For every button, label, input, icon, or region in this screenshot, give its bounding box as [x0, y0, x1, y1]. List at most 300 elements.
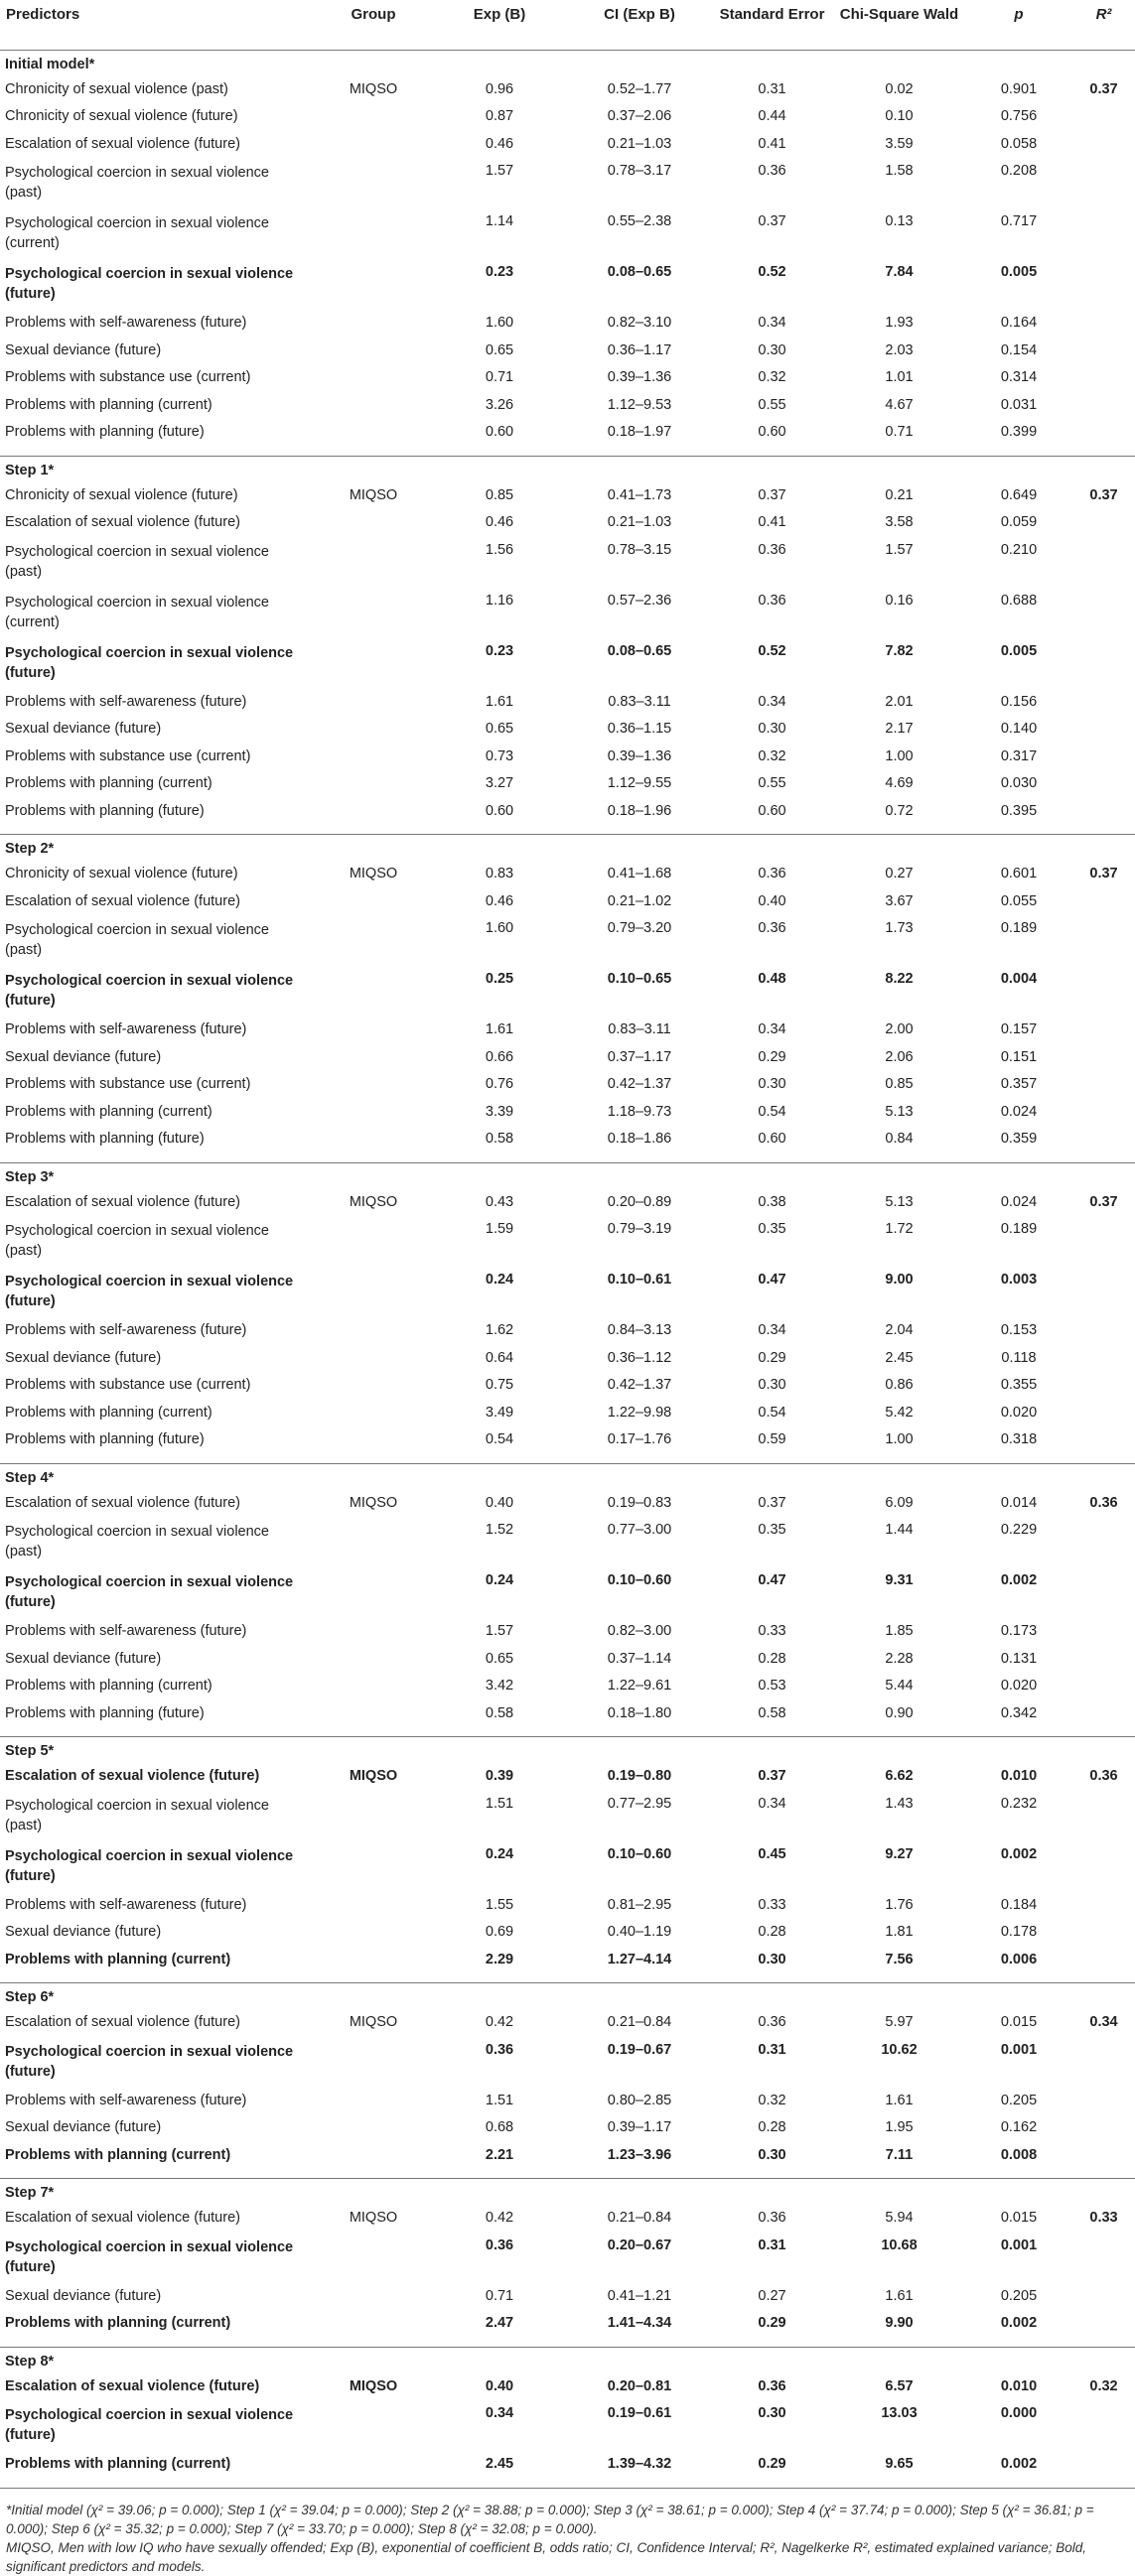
p-value-cell: 0.008	[1000, 2146, 1038, 2163]
predictor-cell: Problems with substance use (current)	[5, 1076, 251, 1092]
exp-b-cell: 0.36	[485, 2041, 514, 2058]
table-row	[0, 691, 1135, 719]
predictor-cell: Chronicity of sexual violence (past)	[5, 80, 228, 97]
predictor-cell: Psychological coercion in sexual violence (past)	[5, 1524, 269, 1559]
ci-cell: 0.20–0.81	[607, 2377, 672, 2394]
empty-cell	[1072, 2039, 1135, 2090]
chi-square-cell: 1.95	[885, 2119, 914, 2135]
ci-cell: 1.27–4.14	[607, 1951, 672, 1967]
table-row	[0, 772, 1135, 800]
empty-cell	[965, 1463, 1072, 1492]
empty-cell	[568, 50, 711, 78]
standard-error-cell: 0.27	[758, 2287, 786, 2304]
p-value-cell: 0.205	[1000, 2287, 1038, 2304]
r2-cell: 0.37	[1089, 866, 1118, 881]
empty-cell	[711, 1737, 833, 1766]
predictor-cell: Problems with self-awareness (future)	[5, 693, 247, 710]
r2-cell: 0.32	[1089, 2377, 1118, 2394]
chi-square-cell: 1.93	[885, 315, 914, 331]
exp-b-cell: 0.58	[485, 1131, 514, 1147]
exp-b-cell: 0.24	[485, 1572, 514, 1588]
standard-error-cell: 0.59	[758, 1431, 786, 1447]
p-value-cell: 0.649	[1000, 486, 1038, 503]
chi-square-cell: 10.62	[881, 2041, 918, 2058]
r2-cell: 0.36	[1089, 1494, 1118, 1511]
group-cell	[316, 2039, 431, 2090]
ci-cell: 0.79–3.20	[607, 920, 672, 936]
table-row	[0, 1269, 1135, 1319]
empty-cell	[1072, 1269, 1135, 1319]
standard-error-cell: 0.60	[758, 424, 786, 440]
empty-cell	[1072, 1702, 1135, 1730]
chi-square-cell: 2.28	[885, 1650, 914, 1667]
empty-cell	[1072, 746, 1135, 773]
group-cell	[316, 691, 431, 719]
standard-error-cell: 0.37	[758, 1768, 786, 1784]
step-header-row	[0, 2347, 1135, 2375]
empty-cell	[1072, 312, 1135, 339]
p-value-cell: 0.717	[1000, 213, 1038, 229]
p-value-cell: 0.154	[1000, 341, 1038, 358]
predictor-cell: Problems with planning (current)	[5, 396, 213, 413]
ci-cell: 0.39–1.17	[607, 2119, 672, 2135]
group-cell	[316, 2235, 431, 2285]
group-cell	[316, 2402, 431, 2453]
group-cell	[316, 1128, 431, 1155]
chi-square-cell: 1.72	[885, 1221, 914, 1237]
exp-b-cell: 0.24	[485, 1845, 514, 1862]
header-r2: R²	[1095, 6, 1112, 23]
table-row	[0, 1218, 1135, 1269]
standard-error-cell: 0.37	[758, 1494, 786, 1511]
p-value-cell: 0.688	[1000, 592, 1038, 609]
exp-b-cell: 0.23	[485, 264, 514, 280]
predictor-cell: Sexual deviance (future)	[5, 2287, 162, 2304]
group-cell	[316, 366, 431, 394]
table-row	[0, 746, 1135, 773]
group-cell	[316, 133, 431, 161]
p-value-cell: 0.058	[1000, 135, 1038, 152]
empty-cell	[965, 2179, 1072, 2208]
empty-cell	[1072, 1894, 1135, 1922]
standard-error-cell: 0.31	[758, 2041, 786, 2058]
empty-cell	[965, 1983, 1072, 2012]
empty-cell	[711, 1983, 833, 2012]
empty-cell	[431, 1463, 568, 1492]
ci-cell: 0.39–1.36	[607, 369, 672, 385]
chi-square-cell: 1.01	[885, 369, 914, 385]
step-header-row	[0, 1737, 1135, 1766]
table-row	[0, 2144, 1135, 2172]
spacer-row	[0, 2340, 1135, 2348]
predictor-cell: Problems with planning (future)	[5, 1431, 205, 1447]
empty-cell	[431, 456, 568, 484]
chi-square-cell: 9.90	[885, 2315, 914, 2331]
predictor-cell: Sexual deviance (future)	[5, 2119, 162, 2135]
p-value-cell: 0.232	[1000, 1795, 1038, 1812]
exp-b-cell: 0.83	[485, 866, 514, 881]
p-value-cell: 0.059	[1000, 514, 1038, 530]
standard-error-cell: 0.33	[758, 1896, 786, 1913]
group-cell	[316, 1269, 431, 1319]
standard-error-cell: 0.47	[758, 1572, 786, 1588]
exp-b-cell: 0.42	[485, 2014, 514, 2030]
exp-b-cell: 0.96	[485, 80, 514, 97]
empty-cell	[1072, 2116, 1135, 2144]
chi-square-cell: 7.84	[885, 264, 914, 280]
exp-b-cell: 0.76	[485, 1076, 514, 1092]
standard-error-cell: 0.54	[758, 1404, 786, 1421]
chi-square-cell: 10.68	[881, 2237, 918, 2253]
ci-cell: 1.39–4.32	[607, 2456, 672, 2472]
table-row	[0, 590, 1135, 640]
chi-square-cell: 9.27	[885, 1845, 914, 1862]
ci-cell: 0.42–1.37	[607, 1076, 672, 1092]
ci-cell: 0.52–1.77	[607, 80, 672, 97]
table-row	[0, 421, 1135, 449]
step-title: Step 8*	[0, 2347, 316, 2375]
group-cell	[316, 1949, 431, 1976]
group-cell	[316, 1702, 431, 1730]
predictor-cell: Problems with planning (future)	[5, 1704, 205, 1721]
empty-cell	[1072, 835, 1135, 864]
p-value-cell: 0.342	[1000, 1704, 1038, 1721]
chi-square-cell: 1.85	[885, 1623, 914, 1639]
header-chi-square-wald: Chi-Square Wald	[839, 6, 959, 23]
step-title: Initial model*	[5, 56, 95, 72]
empty-cell	[1072, 968, 1135, 1018]
step-title: Step 2*	[0, 835, 316, 864]
empty-cell	[1072, 1793, 1135, 1843]
table-row	[0, 1765, 1135, 1793]
ci-cell: 0.36–1.12	[607, 1349, 672, 1366]
empty-cell	[833, 835, 965, 864]
standard-error-cell: 0.30	[758, 2405, 786, 2421]
ci-cell: 0.77–3.00	[607, 1522, 672, 1538]
empty-cell	[431, 2347, 568, 2375]
empty-cell	[431, 2179, 568, 2208]
p-value-cell: 0.173	[1000, 1623, 1038, 1639]
table-row	[0, 1128, 1135, 1155]
standard-error-cell: 0.37	[758, 213, 786, 229]
ci-cell: 0.42–1.37	[607, 1377, 672, 1393]
standard-error-cell: 0.30	[758, 2146, 786, 2163]
table-row	[0, 1101, 1135, 1129]
standard-error-cell: 0.48	[758, 971, 786, 987]
ci-cell: 0.80–2.85	[607, 2092, 672, 2108]
table-row	[0, 1046, 1135, 1074]
header-predictors: Predictors	[6, 6, 80, 23]
exp-b-cell: 0.40	[485, 2377, 514, 2394]
table-row	[0, 2039, 1135, 2090]
table-row	[0, 1374, 1135, 1402]
ci-cell: 0.55–2.38	[607, 213, 672, 229]
group-cell: MIQSO	[349, 1768, 398, 1784]
chi-square-cell: 2.04	[885, 1322, 914, 1338]
p-value-cell: 0.756	[1000, 108, 1038, 124]
chi-square-cell: 1.61	[885, 2287, 914, 2304]
table-row	[0, 2235, 1135, 2285]
empty-cell	[568, 1983, 711, 2012]
standard-error-cell: 0.29	[758, 2456, 786, 2472]
chi-square-cell: 9.65	[885, 2456, 914, 2472]
spacer-cell	[0, 2171, 1135, 2179]
empty-cell	[1072, 1162, 1135, 1191]
r2-cell: 0.37	[1089, 486, 1118, 503]
group-cell	[316, 1894, 431, 1922]
predictor-cell: Psychological coercion in sexual violence (current)	[5, 594, 269, 630]
empty-cell	[711, 1162, 833, 1191]
ci-cell: 0.82–3.00	[607, 1623, 672, 1639]
empty-cell	[1072, 772, 1135, 800]
table-row	[0, 160, 1135, 210]
spacer-row	[0, 449, 1135, 457]
chi-square-cell: 1.00	[885, 1431, 914, 1447]
exp-b-cell: 0.71	[485, 369, 514, 385]
spacer-row	[0, 1456, 1135, 1464]
ci-cell: 0.08–0.65	[607, 642, 672, 659]
p-value-cell: 0.001	[1000, 2237, 1038, 2253]
group-cell	[316, 105, 431, 133]
predictor-cell: Problems with substance use (current)	[5, 747, 251, 764]
spacer-cell	[0, 449, 1135, 457]
abbreviations-footnote: MIQSO, Men with low IQ who have sexually offended; Exp (B), exponential of coefficient B, odds ratio; CI, Confidence Interval; R², Nagelkerke R², estimated explained variance; Bold, significant predictors and models.	[6, 2539, 1087, 2574]
p-value-cell: 0.006	[1000, 1951, 1038, 1967]
p-value-cell: 0.001	[1000, 2041, 1038, 2058]
empty-cell	[711, 2179, 833, 2208]
exp-b-cell: 0.36	[485, 2237, 514, 2253]
exp-b-cell: 0.65	[485, 1650, 514, 1667]
group-cell	[316, 640, 431, 691]
table-row	[0, 2285, 1135, 2313]
predictor-cell: Psychological coercion in sexual violence (future)	[5, 644, 294, 681]
group-cell	[316, 800, 431, 828]
spacer-row	[0, 1155, 1135, 1163]
p-value-cell: 0.118	[1001, 1349, 1037, 1366]
ci-cell: 0.21–0.84	[607, 2210, 672, 2226]
empty-cell	[1072, 2144, 1135, 2172]
empty-cell	[431, 1737, 568, 1766]
empty-cell	[965, 1737, 1072, 1766]
p-value-cell: 0.357	[1000, 1076, 1038, 1092]
ci-cell: 0.19–0.67	[607, 2041, 672, 2058]
group-cell	[316, 1018, 431, 1046]
exp-b-cell: 0.42	[485, 2210, 514, 2226]
chi-square-cell: 0.72	[885, 802, 914, 819]
chi-square-cell: 1.76	[885, 1896, 914, 1913]
predictor-cell: Psychological coercion in sexual violence (past)	[5, 1797, 269, 1833]
p-value-cell: 0.229	[1000, 1522, 1038, 1538]
step-header-row	[0, 456, 1135, 484]
chi-square-cell: 13.03	[881, 2405, 918, 2421]
chi-square-cell: 2.45	[885, 1349, 914, 1366]
ci-cell: 1.22–9.98	[607, 1404, 672, 1421]
empty-cell	[316, 2347, 431, 2375]
empty-cell	[316, 1983, 431, 2012]
group-cell	[316, 1793, 431, 1843]
group-cell	[316, 1374, 431, 1402]
exp-b-cell: 1.16	[485, 592, 514, 609]
chi-square-cell: 0.86	[885, 1377, 914, 1393]
predictor-cell: Escalation of sexual violence (future)	[5, 2014, 240, 2030]
table-row	[0, 1319, 1135, 1347]
exp-b-cell: 1.59	[485, 1221, 514, 1237]
empty-cell	[431, 1983, 568, 2012]
exp-b-cell: 1.52	[485, 1522, 514, 1538]
header-standard-error: Standard Error	[719, 6, 825, 23]
exp-b-cell: 0.43	[485, 1193, 514, 1210]
empty-cell	[1072, 394, 1135, 422]
table-row	[0, 2090, 1135, 2117]
standard-error-cell: 0.30	[758, 1076, 786, 1092]
group-cell	[316, 1620, 431, 1648]
ci-cell: 0.41–1.21	[607, 2287, 672, 2304]
standard-error-cell: 0.34	[758, 1021, 786, 1037]
predictor-cell: Problems with planning (future)	[5, 424, 205, 440]
ci-cell: 0.78–3.17	[607, 163, 672, 179]
table-row	[0, 917, 1135, 968]
p-value-cell: 0.184	[1000, 1896, 1038, 1913]
table-row	[0, 1428, 1135, 1456]
standard-error-cell: 0.35	[758, 1221, 786, 1237]
p-value-cell: 0.005	[1000, 264, 1038, 280]
p-value-cell: 0.314	[1000, 369, 1038, 385]
empty-cell	[1072, 1648, 1135, 1676]
ci-cell: 0.10–0.60	[607, 1572, 672, 1588]
standard-error-cell: 0.36	[758, 541, 786, 558]
ci-cell: 0.83–3.11	[608, 693, 671, 710]
group-cell	[316, 2453, 431, 2481]
p-value-cell: 0.901	[1000, 80, 1038, 97]
empty-cell	[568, 1737, 711, 1766]
group-cell	[316, 772, 431, 800]
group-cell	[316, 1402, 431, 1429]
empty-cell	[1072, 2347, 1135, 2375]
step-header-row	[0, 1463, 1135, 1492]
p-value-cell: 0.153	[1000, 1322, 1038, 1338]
group-cell	[316, 590, 431, 640]
exp-b-cell: 1.57	[485, 1623, 514, 1639]
empty-cell	[1072, 1018, 1135, 1046]
step-title: Step 6*	[0, 1983, 316, 2012]
empty-cell	[316, 1162, 431, 1191]
ci-cell: 1.12–9.55	[607, 775, 672, 791]
empty-cell	[1072, 2402, 1135, 2453]
ci-cell: 0.18–1.97	[607, 424, 672, 440]
predictor-cell: Sexual deviance (future)	[5, 1924, 162, 1940]
empty-cell	[833, 2347, 965, 2375]
predictor-cell: Problems with planning (current)	[5, 1951, 231, 1967]
group-cell	[316, 210, 431, 261]
empty-cell	[1072, 456, 1135, 484]
empty-cell	[1072, 511, 1135, 539]
empty-cell	[833, 2179, 965, 2208]
exp-b-cell: 3.39	[485, 1103, 514, 1120]
spacer-cell	[0, 1155, 1135, 1163]
predictor-cell: Problems with planning (current)	[5, 2456, 231, 2472]
p-value-cell: 0.178	[1000, 1924, 1038, 1940]
ci-cell: 0.36–1.17	[607, 341, 672, 358]
table-row	[0, 1793, 1135, 1843]
table-row	[0, 640, 1135, 691]
empty-cell	[568, 1463, 711, 1492]
group-cell: MIQSO	[349, 1494, 398, 1511]
standard-error-cell: 0.41	[758, 514, 786, 530]
table-row	[0, 1949, 1135, 1976]
group-cell	[316, 511, 431, 539]
empty-cell	[1072, 590, 1135, 640]
predictor-cell: Escalation of sexual violence (future)	[5, 1494, 240, 1511]
group-cell	[316, 421, 431, 449]
chi-square-cell: 1.61	[885, 2092, 914, 2108]
empty-cell	[711, 2347, 833, 2375]
table-row	[0, 800, 1135, 828]
predictor-cell: Problems with planning (current)	[5, 2146, 231, 2163]
ci-cell: 0.18–1.96	[607, 802, 672, 819]
models-footnote: *Initial model (χ² = 39.06; p = 0.000); Step 1 (χ² = 39.04; p = 0.000); Step 2 (χ² = 38.88; p = 0.000); Step 3 (χ² = 38.61; p = 0.000); Step 4 (χ² = 37.74; p = 0.000); Step 5 (χ² = 36.81; p = 0.000); Step 6 (χ² = 35.32; p = 0.000); Step 7 (χ² = 33.70; p = 0.000); Step 8 (χ² = 32.08; p = 0.000).	[6, 2502, 1094, 2536]
empty-cell	[1072, 1073, 1135, 1101]
exp-b-cell: 0.58	[485, 1704, 514, 1721]
group-cell	[316, 2312, 431, 2340]
p-value-cell: 0.210	[1000, 541, 1038, 558]
p-value-cell: 0.010	[1000, 1768, 1038, 1784]
group-cell: MIQSO	[349, 2210, 398, 2226]
standard-error-cell: 0.36	[758, 163, 786, 179]
header-exp-b: Exp (B)	[473, 6, 526, 23]
table-row	[0, 1648, 1135, 1676]
exp-b-cell: 1.57	[485, 163, 514, 179]
chi-square-cell: 0.21	[885, 486, 914, 503]
standard-error-cell: 0.41	[758, 135, 786, 152]
table-row	[0, 2116, 1135, 2144]
empty-cell	[1072, 133, 1135, 161]
table-row	[0, 1073, 1135, 1101]
group-cell	[316, 2144, 431, 2172]
standard-error-cell: 0.38	[758, 1193, 786, 1210]
empty-cell	[1072, 917, 1135, 968]
exp-b-cell: 0.23	[485, 642, 514, 659]
predictor-cell: Sexual deviance (future)	[5, 341, 162, 358]
standard-error-cell: 0.34	[758, 1795, 786, 1812]
group-cell	[316, 1319, 431, 1347]
standard-error-cell: 0.30	[758, 341, 786, 358]
table-row	[0, 366, 1135, 394]
ci-cell: 0.37–1.17	[607, 1048, 672, 1065]
ci-cell: 0.21–1.03	[607, 514, 672, 530]
p-value-cell: 0.055	[1000, 892, 1038, 909]
group-cell	[316, 2285, 431, 2313]
empty-cell	[1072, 1319, 1135, 1347]
predictor-cell: Psychological coercion in sexual violence (future)	[5, 2407, 294, 2443]
r2-cell: 0.37	[1089, 1193, 1118, 1210]
chi-square-cell: 9.31	[885, 1572, 914, 1588]
empty-cell	[1072, 539, 1135, 590]
group-cell	[316, 339, 431, 367]
table-row	[0, 718, 1135, 746]
chi-square-cell: 2.06	[885, 1048, 914, 1065]
empty-cell	[1072, 366, 1135, 394]
table-row	[0, 1402, 1135, 1429]
empty-cell	[431, 50, 568, 78]
p-value-cell: 0.208	[1000, 163, 1038, 179]
chi-square-cell: 2.00	[885, 1021, 914, 1037]
exp-b-cell: 0.40	[485, 1494, 514, 1511]
group-cell	[316, 160, 431, 210]
header-group: Group	[351, 6, 396, 23]
chi-square-cell: 2.01	[885, 693, 914, 710]
empty-cell	[1072, 1374, 1135, 1402]
chi-square-cell: 3.58	[885, 514, 914, 530]
